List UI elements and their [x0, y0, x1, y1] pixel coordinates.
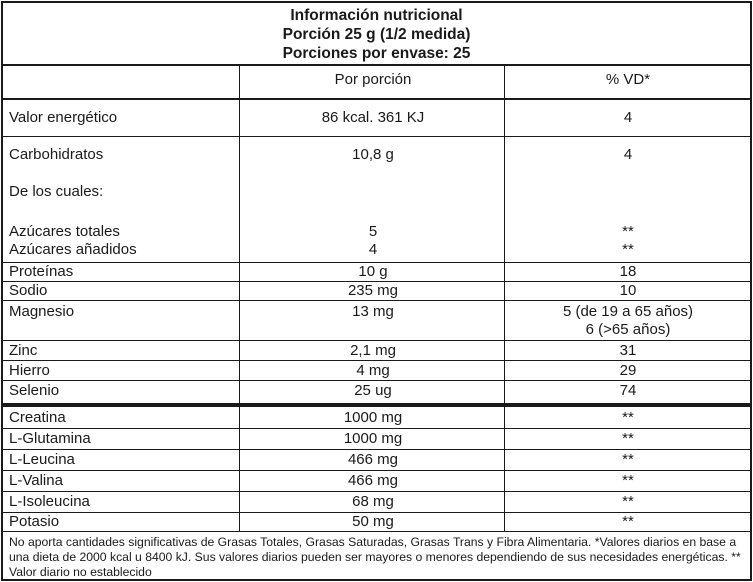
row-value: 4	[368, 241, 378, 258]
row-name: L-Leucina	[9, 451, 75, 468]
divider-sodium	[3, 300, 750, 301]
row-vd: 5 (de 19 a 65 años)	[562, 303, 694, 320]
col-header-vd: % VD*	[605, 71, 651, 88]
row-value: 1000 mg	[343, 409, 403, 426]
row-vd: **	[622, 472, 634, 489]
divider-magnesium	[3, 340, 750, 341]
row-vd: 10	[619, 282, 637, 299]
row-vd: 18	[619, 263, 637, 280]
header-title: Información nutricional	[290, 7, 463, 24]
row-vd: **	[622, 451, 634, 468]
divider-valine	[3, 491, 750, 492]
row-vd: 29	[619, 362, 637, 379]
row-vd-secondary: 6 (>65 años)	[585, 321, 671, 338]
row-name: Magnesio	[9, 303, 75, 320]
row-vd: **	[622, 513, 634, 530]
nutrition-facts-label	[1, 1, 752, 581]
row-value: 86 kcal. 361 KJ	[321, 109, 425, 126]
divider-iron	[3, 380, 750, 381]
column-divider-1	[239, 66, 240, 531]
footnote: No aporta cantidades significativas de Grasas Totales, Grasas Saturadas, Grasas Trans y Fibra Alimentaria. *Valores diarios en base a una dieta de 2000 kcal u 8400 kJ. Sus valores diarios pueden ser mayores o menores dependiendo de sus necesidades energéticas. ** Valor diario no establecido	[9, 535, 741, 579]
divider-energy	[3, 136, 750, 137]
row-name: L-Valina	[9, 472, 63, 489]
row-name: Azúcares añadidos	[9, 241, 137, 258]
row-name: Creatina	[9, 409, 66, 426]
header-servings: Porciones por envase: 25	[282, 45, 471, 62]
row-vd: **	[622, 241, 634, 258]
header-portion: Porción 25 g (1/2 medida)	[282, 26, 471, 43]
row-name: Proteínas	[9, 263, 74, 280]
row-vd: **	[622, 493, 634, 510]
divider-section-thick	[3, 403, 750, 407]
row-value: 5	[368, 223, 378, 240]
row-value: 50 mg	[352, 513, 394, 530]
divider-col-header	[3, 98, 750, 100]
divider-footnote	[3, 531, 750, 532]
row-value: 13 mg	[352, 303, 394, 320]
row-name: L-Glutamina	[9, 430, 91, 447]
row-vd: 74	[619, 382, 637, 399]
row-value: 235 mg	[347, 282, 399, 299]
row-vd: 31	[619, 342, 637, 359]
row-value: 2,1 mg	[350, 342, 396, 359]
col-header-per-portion: Por porción	[334, 71, 412, 88]
row-value: 10 g	[358, 263, 388, 280]
row-vd: **	[622, 409, 634, 426]
row-vd: **	[622, 430, 634, 447]
row-value: 10,8 g	[352, 146, 394, 163]
nutrition-header	[3, 3, 750, 64]
divider-leucine	[3, 470, 750, 471]
row-vd: 4	[623, 146, 633, 163]
row-value: 25 ug	[354, 382, 392, 399]
row-value: 466 mg	[347, 472, 399, 489]
row-name: L-Isoleucina	[9, 493, 90, 510]
row-name: Carbohidratos	[9, 146, 104, 163]
row-name: Selenio	[9, 382, 60, 399]
row-value: 4 mg	[356, 362, 390, 379]
row-name: Valor energético	[9, 109, 118, 126]
divider-zinc	[3, 360, 750, 361]
row-value: 1000 mg	[343, 430, 403, 447]
row-name: Azúcares totales	[9, 223, 120, 240]
divider-glutamine	[3, 449, 750, 450]
divider-creatine	[3, 428, 750, 429]
row-value: 68 mg	[352, 493, 394, 510]
row-name: Hierro	[9, 362, 50, 379]
row-vd: 4	[623, 109, 633, 126]
row-vd: **	[622, 223, 634, 240]
row-name: Sodio	[9, 282, 48, 299]
row-value: 466 mg	[347, 451, 399, 468]
row-name: De los cuales:	[9, 183, 104, 200]
divider-header	[3, 64, 750, 66]
row-name: Zinc	[9, 342, 38, 359]
row-name: Potasio	[9, 513, 60, 530]
